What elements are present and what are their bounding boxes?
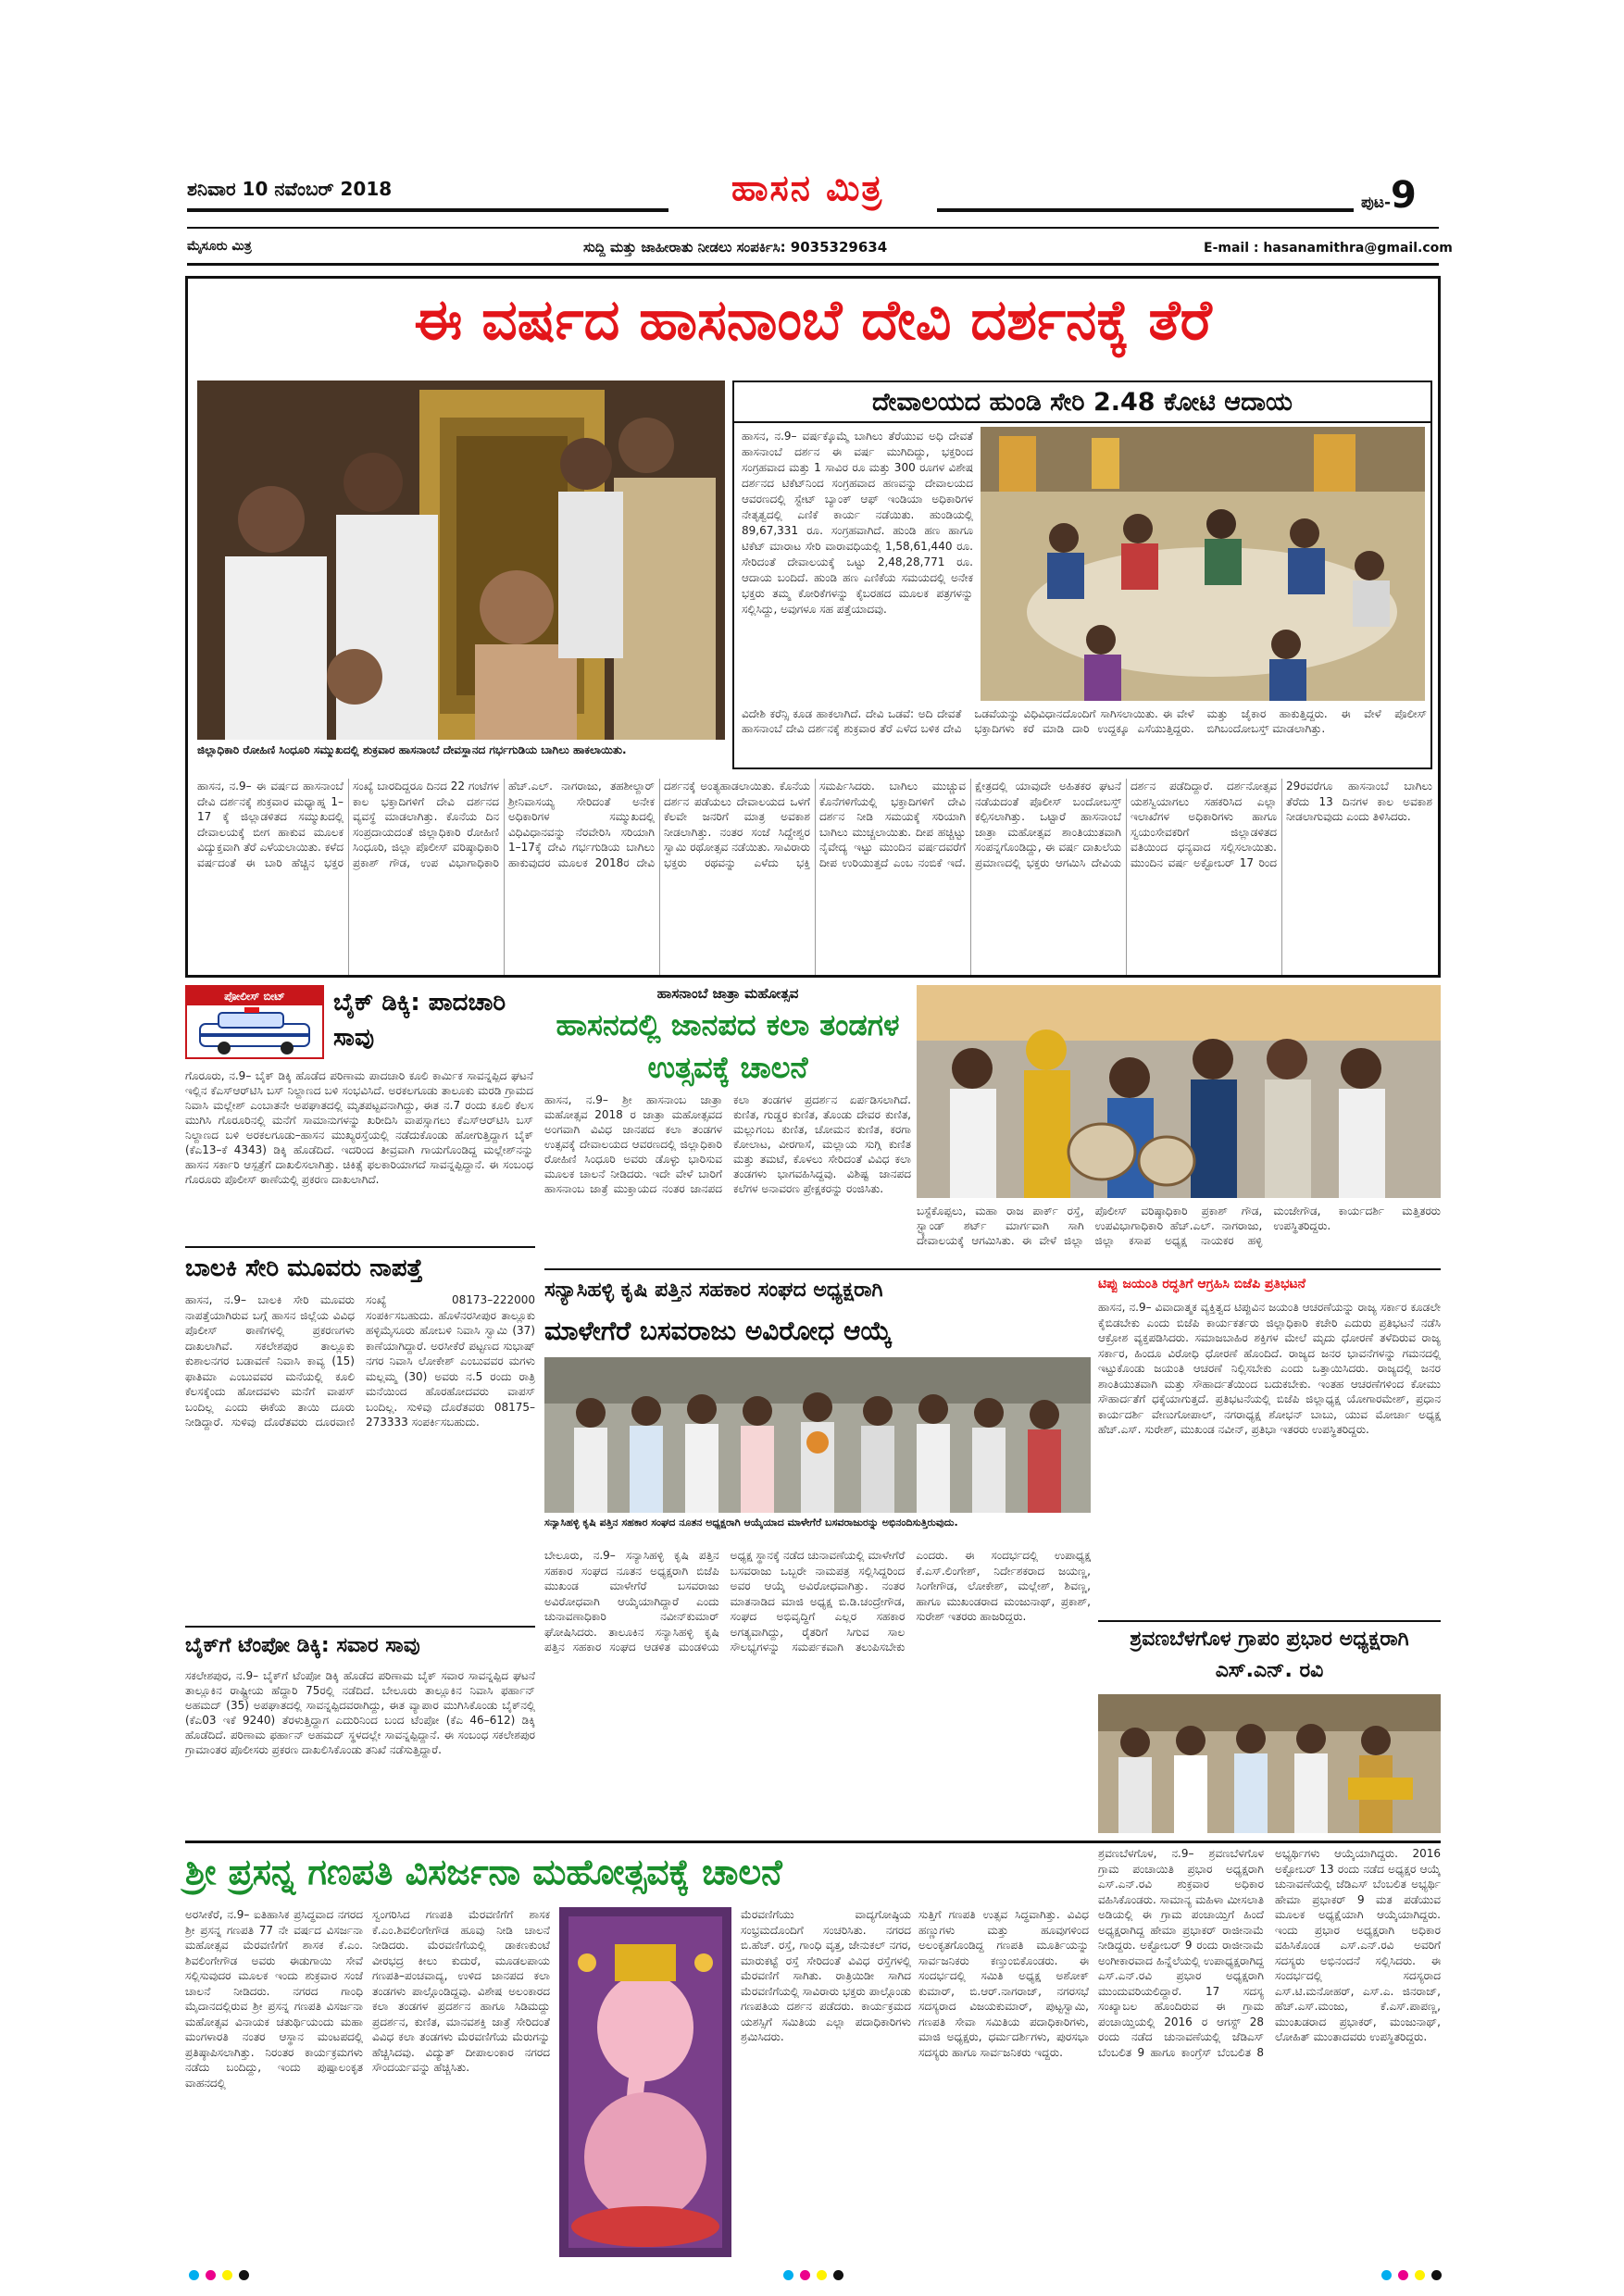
lead-story-box [185,276,1441,978]
janapada-body-2: ಬಸ್ಟೆಕೊಪ್ಪಲು, ಮಹಾ ರಾಜ ಪಾರ್ಕ್ ರಸ್ತೆ, ಸ್ಟ್ಯಾಂಡ್ ಶರ್ಟ್ ಮಾರ್ಗವಾಗಿ ಸಾಗಿ ದೇವಾಲಯಕ್ಕೆ ಆಗಮಿಸಿತು. ಈ ವೇಳೆ ಜಿಲ್ಲಾ ಪೊಲೀಸ್ ವರಿಷ್ಠಾಧಿಕಾರಿ ಪ್ರಕಾಶ್ ಗೌಡ, ಉಪವಿಭಾಗಾಧಿಕಾರಿ ಹೆಚ್.ಎಲ್. ನಾಗರಾಜು, ಜಿಲ್ಲಾ ಕಸಾಪ ಅಧ್ಯಕ್ಷ ನಾಯಕರ ಹಳ್ಳಿ ಮಂಜೇಗೌಡ, ಕಾರ್ಯದರ್ಶಿ ಮತ್ತಿತರರು ಉಪಸ್ಥಿತರಿದ್ದರು. [917,1204,1441,1247]
hundi-counting-illustration [981,427,1425,701]
temple-door-photo [197,381,725,740]
cooperative-caption: ಸನ್ಯಾಸಿಹಳ್ಳಿ ಕೃಷಿ ಪತ್ತಿನ ಸಹಕಾರ ಸಂಘದ ನೂತನ ಅಧ್ಯಕ್ಷರಾಗಿ ಆಯ್ಕೆಯಾದ ಮಾಳೇಗೆರೆ ಬಸವರಾಜುರನ್ನು ಅಭಿನಂದಿಸುತ್ತಿರುವುದು. [544,1516,958,1529]
registration-dot-magenta-right [1398,2270,1408,2280]
registration-dot-black-center [833,2270,843,2280]
registration-dot-black-right [1431,2270,1442,2280]
shravanabelagola-photo [1098,1694,1441,1833]
janapada-illustration [917,985,1441,1198]
email-line: E-mail : hasanamithra@gmail.com [1204,241,1453,256]
shravanabelagola-top-rule [1098,1620,1441,1622]
tempo-top-rule [185,1626,535,1628]
police-car-icon [187,1005,322,1057]
ganapati-photo [559,1907,731,2257]
tempo-headline: ಬೈಕ್‌ಗೆ ಟೆಂಪೋ ಡಿಕ್ಕಿ: ಸವಾರ ಸಾವು [185,1634,420,1657]
cooperative-headline-2: ಮಾಳೇಗೆರೆ ಬಸವರಾಜು ಅವಿರೋಧ ಆಯ್ಕೆ [544,1316,893,1346]
shravanabelagola-section [1098,1624,1441,1833]
cooperative-headline-1: ಸನ್ಯಾಸಿಹಳ್ಳಿ ಕೃಷಿ ಪತ್ತಿನ ಸಹಕಾರ ಸಂಘದ ಅಧ್ಯಕ್ಷರಾಗಿ [544,1279,883,1302]
registration-dot-black-left [239,2270,249,2280]
ganapati-body-3: ಮೆರವಣಿಗೆಯು ವಾದ್ಯಗೋಷ್ಠಿಯ ಸಂಭ್ರಮದೊಂದಿಗೆ ಸಂಚರಿಸಿತು. ನಗರದ ಬಿ.ಹೆಚ್. ರಸ್ತೆ, ಗಾಂಧಿ ವೃತ್ತ, ಜೇನುಕಲ್ ನಗರ, ಮಾರುಕಟ್ಟೆ ರಸ್ತೆ ಸೇರಿದಂತೆ ವಿವಿಧ ರಸ್ತೆಗಳಲ್ಲಿ ಮೆರವಣಿಗೆ ಸಾಗಿತು. ರಾತ್ರಿಯಿಡೀ ಸಾಗಿದ ಮೆರವಣಿಗೆಯಲ್ಲಿ ಸಾವಿರಾರು ಭಕ್ತರು ಪಾಲ್ಗೊಂಡು ಗಣಪತಿಯ ದರ್ಶನ ಪಡೆದರು. ಕಾರ್ಯಕ್ರಮದ ಯಶಸ್ಸಿಗೆ ಸಮಿತಿಯ ಎಲ್ಲಾ ಪದಾಧಿಕಾರಿಗಳು ಶ್ರಮಿಸಿದರು. [741,1908,911,2043]
ganapati-body-2: ಸ್ವಂಗರಿಸಿದ ಗಣಪತಿ ಮೆರವಣಿಗೆಗೆ ಶಾಸಕ ಕೆ.ಎಂ.ಶಿವಲಿಂಗೇಗೌಡ ಹೂವು ನೀಡಿ ಚಾಲನೆ ನೀಡಿದರು. ಮೆರವಣಿಗೆಯಲ್ಲಿ ಡಾಕಣಕುಂಟೆ ವೀರಭದ್ರ ಕೀಲು ಕುದುರೆ, ಮೂಡಲಪಾಯ ಗಣಪತಿ–ಪಂಚವಾದ್ಯ, ಉಳಿದ ಜಾನಪದ ಕಲಾ ತಂಡಗಳು ಪಾಲ್ಗೊಂಡಿದ್ದವು. ವಿಶೇಷ ಅಲಂಕಾರದ ಕಲಾ ತಂಡಗಳ ಪ್ರದರ್ಶನ ಹಾಗೂ ಸಿಡಿಮದ್ದು ಪ್ರದರ್ಶನ, ಕುಣಿತ, ಮಾನವಶಕ್ತಿ ಜಾತ್ರೆ ಸೇರಿದಂತೆ ವಿವಿಧ ಕಲಾ ತಂಡಗಳು ಮೆರವಣಿಗೆಯ ಮೆರುಗನ್ನು ಹೆಚ್ಚಿಸಿದವು. ವಿದ್ಯುತ್ ದೀಪಾಲಂಕಾರ ನಗರದ ಸೌಂದರ್ಯವನ್ನು ಹೆಚ್ಚಿಸಿತು. [372,1908,550,2074]
police-beat-badge-text: ಪೋಲೀಸ್ ಬೀಟ್ [187,987,322,1005]
cooperative-top-rule [544,1268,1441,1270]
ganapati-body-4: ಸುತ್ತಿಗೆ ಗಣಪತಿ ಉತ್ಸವ ಸಿದ್ಧವಾಗಿತ್ತು. ವಿವಿಧ ಹಣ್ಣುಗಳು ಮತ್ತು ಹೂವುಗಳಿಂದ ಅಲಂಕೃತಗೊಂಡಿದ್ದ ಗಣಪತಿ ಮೂರ್ತಿಯನ್ನು ಸಾರ್ವಜನಿಕರು ಕಣ್ತುಂಬಿಕೊಂಡರು. ಈ ಸಂದರ್ಭದಲ್ಲಿ ಸಮಿತಿ ಅಧ್ಯಕ್ಷ ಅಶೋಕ್ ಕುಮಾರ್, ಬಿ.ಆರ್.ನಾಗರಾಜ್, ನಗರಸಭೆ ಸದಸ್ಯರಾದ ವಿಜಯಕುಮಾರ್, ಪುಟ್ಟಸ್ವಾಮಿ, ಗಣಪತಿ ಸೇವಾ ಸಮಿತಿಯ ಪದಾಧಿಕಾರಿಗಳು, ಮಾಜಿ ಅಧ್ಯಕ್ಷರು, ಧರ್ಮದರ್ಶಿಗಳು, ಪುರಸಭಾ ಸದಸ್ಯರು ಹಾಗೂ ಸಾರ್ವಜನಿಕರು ಇದ್ದರು. [918,1908,1089,2059]
cooperative-section [544,1274,1091,1831]
tipu-section [1098,1274,1441,1616]
registration-dot-yellow-right [1415,2270,1425,2280]
police-beat-body: ಗೊರೂರು, ನ.9– ಬೈಕ್ ಡಿಕ್ಕಿ ಹೊಡೆದ ಪರಿಣಾಮ ಪಾದಚಾರಿ ಕೂಲಿ ಕಾರ್ಮಿಕ ಸಾವನ್ನಪ್ಪಿದ ಘಟನೆ ಇಲ್ಲಿನ ಕೆಎಸ್‌ಆರ್‌ಟಿಸಿ ಬಸ್ ನಿಲ್ದಾಣದ ಬಳಿ ಸಂಭವಿಸಿದೆ. ಅರಕಲಗೂಡು ತಾಲೂಕು ಮರಡಿ ಗ್ರಾಮದ ನಿವಾಸಿ ಮಲ್ಲೇಶ್ ಎಂಬಾತನೇ ಅಪಘಾತದಲ್ಲಿ ಮೃತಪಟ್ಟವನಾಗಿದ್ದು, ಈತ ನ.7 ರಂದು ಕೂಲಿ ಕೆಲಸ ಮುಗಿಸಿ ಗೊರೂರಿನಲ್ಲಿ ಮನೆಗೆ ಸಾಮಾನುಗಳನ್ನು ಖರೀದಿಸಿ ವಾಪಸ್ಸಾಗಲು ಕೆಎಸ್‌ಆರ್‌ಟಿಸಿ ಬಸ್ ನಿಲ್ದಾಣದ ಬಳಿ ಅರಕಲಗೂಡು–ಹಾಸನ ಮುಖ್ಯರಸ್ತೆಯಲ್ಲಿ ನಡೆದುಕೊಂಡು ಹೋಗುತ್ತಿದ್ದಾಗ ಬೈಕ್ (ಕೆಎ13–ಕೆ 4343) ಡಿಕ್ಕಿ ಹೊಡೆದಿದೆ. ಇದರಿಂದ ತೀವ್ರವಾಗಿ ಗಾಯಗೊಂಡಿದ್ದ ಮಲ್ಲೇಶ್‌ನನ್ನು ಹಾಸನ ಸರ್ಕಾರಿ ಆಸ್ಪತ್ರೆಗೆ ದಾಖಲಿಸಲಾಗಿತ್ತು. ಚಿಕಿತ್ಸೆ ಫಲಕಾರಿಯಾಗದೆ ಸಾವನ್ನಪ್ಪಿದ್ದಾನೆ. ಈ ಸಂಬಂಧ ಗೊರೂರು ಪೊಲೀಸ್ ಠಾಣೆಯಲ್ಲಿ ಪ್ರಕರಣ ದಾಖಲಾಗಿದೆ. [185,1069,533,1186]
cooperative-photo [544,1357,1091,1513]
issue-date: ಶನಿವಾರ 10 ನವೆಂಬರ್ 2018 [187,178,393,200]
ganapati-body-1: ಅರಸೀಕೆರೆ, ನ.9– ಐತಿಹಾಸಿಕ ಪ್ರಸಿದ್ಧವಾದ ನಗರದ ಶ್ರೀ ಪ್ರಸನ್ನ ಗಣಪತಿ 77 ನೇ ವರ್ಷದ ವಿಸರ್ಜನಾ ಮಹೋತ್ಸವ ಮೆರವಣಿಗೆಗೆ ಶಾಸಕ ಕೆ.ಎಂ. ಶಿವಲಿಂಗೇಗೌಡ ಅವರು ಈಡುಗಾಯಿ ಸೇವೆ ಸಲ್ಲಿಸುವುದರ ಮೂಲಕ ಇಂದು ಶುಕ್ರವಾರ ಸಂಜೆ ಚಾಲನೆ ನೀಡಿದರು. ನಗರದ ಗಾಂಧಿ ಮೈದಾನದಲ್ಲಿರುವ ಶ್ರೀ ಪ್ರಸನ್ನ ಗಣಪತಿ ವಿಸರ್ಜನಾ ಮಹೋತ್ಸವ ವಿನಾಯಕ ಚತುರ್ಥಿಯಂದು ಮಹಾ ಮಂಗಳಾರತಿ ನಂತರ ಆಸ್ಥಾನ ಮಂಟಪದಲ್ಲಿ ಪ್ರತಿಷ್ಠಾಪಿಸಲಾಗಿತ್ತು. ನಿರಂತರ ಕಾರ್ಯಕ್ರಮಗಳು ನಡೆದು ಬಂದಿದ್ದು, ಇಂದು ಪುಷ್ಪಾಲಂಕೃತ ವಾಹನದಲ್ಲಿ [185,1908,363,2090]
shravanabelagola-illustration [1098,1694,1441,1833]
registration-dot-yellow-left [222,2270,232,2280]
police-beat-badge [185,985,324,1059]
cooperative-body: ಬೇಲೂರು, ನ.9– ಸನ್ಯಾಸಿಹಳ್ಳಿ ಕೃಷಿ ಪತ್ತಿನ ಸಹಕಾರ ಸಂಘದ ನೂತನ ಅಧ್ಯಕ್ಷರಾಗಿ ಬಿಜೆಪಿ ಮುಖಂಡ ಮಾಳೇಗೆರೆ ಬಸವರಾಜು ಅವಿರೋಧವಾಗಿ ಆಯ್ಕೆಯಾಗಿದ್ದಾರೆ ಎಂದು ಚುನಾವಣಾಧಿಕಾರಿ ನವೀನ್‌ಕುಮಾರ್ ಘೋಷಿಸಿದರು. ತಾಲೂಕಿನ ಸನ್ಯಾಸಿಹಳ್ಳಿ ಕೃಷಿ ಪತ್ತಿನ ಸಹಕಾರ ಸಂಘದ ಆಡಳಿತ ಮಂಡಳಿಯ ಅಧ್ಯಕ್ಷ ಸ್ಥಾನಕ್ಕೆ ನಡೆದ ಚುನಾವಣೆಯಲ್ಲಿ ಮಾಳೇಗೆರೆ ಬಸವರಾಜು ಒಬ್ಬರೇ ನಾಮಪತ್ರ ಸಲ್ಲಿಸಿದ್ದರಿಂದ ಅವರ ಆಯ್ಕೆ ಅವಿರೋಧವಾಗಿತ್ತು. ನಂತರ ಮಾತನಾಡಿದ ಮಾಜಿ ಅಧ್ಯಕ್ಷ ಬಿ.ಡಿ.ಚಂದ್ರೇಗೌಡ, ಸಂಘದ ಅಭಿವೃದ್ಧಿಗೆ ಎಲ್ಲರ ಸಹಕಾರ ಅಗತ್ಯವಾಗಿದ್ದು, ರೈತರಿಗೆ ಸಿಗುವ ಸಾಲ ಸೌಲಭ್ಯಗಳನ್ನು ಸಮರ್ಪಕವಾಗಿ ತಲುಪಿಸಬೇಕು ಎಂದರು. ಈ ಸಂದರ್ಭದಲ್ಲಿ ಉಪಾಧ್ಯಕ್ಷ ಕೆ.ಎಸ್.ಲಿಂಗೇಶ್, ನಿರ್ದೇಶಕರಾದ ಜಯಣ್ಣ, ಸಿಂಗೇಗೌಡ, ಲೋಕೇಶ್, ಮಲ್ಲೇಶ್, ಶಿವಣ್ಣ, ಹಾಗೂ ಮುಖಂಡರಾದ ಮಂಜುನಾಥ್, ಪ್ರಕಾಶ್, ಸುರೇಶ್ ಇತರರು ಹಾಜರಿದ್ದರು. [544,1549,1091,1653]
missing-headline: ಬಾಲಕಿ ಸೇರಿ ಮೂವರು ನಾಪತ್ತೆ [185,1254,423,1282]
lead-body: ಹಾಸನ, ನ.9– ಈ ವರ್ಷದ ಹಾಸನಾಂಬೆ ದೇವಿ ದರ್ಶನಕ್ಕೆ ಶುಕ್ರವಾರ ಮಧ್ಯಾಹ್ನ 1–17 ಕ್ಕೆ ಜಿಲ್ಲಾಡಳಿತದ ಸಮ್ಮುಖದಲ್ಲಿ ದೇವಾಲಯಕ್ಕೆ ಬೀಗ ಹಾಕುವ ಮೂಲಕ ವಿದ್ಯುಕ್ತವಾಗಿ ತೆರೆ ಎಳೆಯಲಾಯಿತು. ಕಳೆದ ವರ್ಷದಂತೆ ಈ ಬಾರಿ ಹೆಚ್ಚಿನ ಭಕ್ತರ ಸಂಖ್ಯೆ ಬಾರದಿದ್ದರೂ ದಿನದ 22 ಗಂಟೆಗಳ ಕಾಲ ಭಕ್ತಾದಿಗಳಿಗೆ ದೇವಿ ದರ್ಶನದ ವ್ಯವಸ್ಥೆ ಮಾಡಲಾಗಿತ್ತು. ಕೊನೆಯ ದಿನ ಸಂಪ್ರದಾಯದಂತೆ ಜಿಲ್ಲಾಧಿಕಾರಿ ರೋಹಿಣಿ ಸಿಂಧೂರಿ, ಜಿಲ್ಲಾ ಪೊಲೀಸ್ ವರಿಷ್ಠಾಧಿಕಾರಿ ಪ್ರಕಾಶ್ ಗೌಡ, ಉಪ ವಿಭಾಗಾಧಿಕಾರಿ ಹೆಚ್.ಎಲ್. ನಾಗರಾಜು, ತಹಶೀಲ್ದಾರ್ ಶ್ರೀನಿವಾಸಯ್ಯ ಸೇರಿದಂತೆ ಅನೇಕ ಅಧಿಕಾರಿಗಳ ಸಮ್ಮುಖದಲ್ಲಿ ವಿಧಿವಿಧಾನವನ್ನು ನೆರವೇರಿಸಿ ಸರಿಯಾಗಿ 1–17ಕ್ಕೆ ದೇವಿ ಗರ್ಭಗುಡಿಯ ಬಾಗಿಲು ಹಾಕುವುದರ ಮೂಲಕ 2018ರ ದೇವಿ ದರ್ಶನಕ್ಕೆ ಅಂತ್ಯಹಾಡಲಾಯಿತು. ಕೊನೆಯ ದರ್ಶನ ಪಡೆಯಲು ದೇವಾಲಯದ ಒಳಗೆ ಕೆಲವೇ ಜನರಿಗೆ ಮಾತ್ರ ಅವಕಾಶ ನೀಡಲಾಗಿತ್ತು. ನಂತರ ಸಂಜೆ ಸಿದ್ದೇಶ್ವರ ಸ್ವಾಮಿ ರಥೋತ್ಸವ ನಡೆಯಿತು. ಸಾವಿರಾರು ಭಕ್ತರು ರಥವನ್ನು ಎಳೆದು ಭಕ್ತಿ ಸಮರ್ಪಿಸಿದರು. ಬಾಗಿಲು ಮುಚ್ಚುವ ಕೊನೆಗಳಿಗೆಯಲ್ಲಿ ಭಕ್ತಾದಿಗಳಿಗೆ ದೇವಿ ದರ್ಶನ ನೀಡಿ ಸಮಯಕ್ಕೆ ಸರಿಯಾಗಿ ಬಾಗಿಲು ಮುಚ್ಚಲಾಯಿತು. ದೀಪ ಹಚ್ಚಿಟ್ಟು ನೈವೇದ್ಯ ಇಟ್ಟು ಮುಂದಿನ ವರ್ಷದವರೆಗೆ ದೀಪ ಉರಿಯುತ್ತದೆ ಎಂಬ ನಂಬಿಕೆ ಇದೆ. ಕ್ಷೇತ್ರದಲ್ಲಿ ಯಾವುದೇ ಅಹಿತಕರ ಘಟನೆ ನಡೆಯದಂತೆ ಪೊಲೀಸ್ ಬಂದೋಬಸ್ತ್ ಕಲ್ಪಿಸಲಾಗಿತ್ತು. ಒಟ್ಟಾರೆ ಹಾಸನಾಂಬೆ ಜಾತ್ರಾ ಮಹೋತ್ಸವ ಶಾಂತಿಯುತವಾಗಿ ಸಂಪನ್ನಗೊಂಡಿದ್ದು, ಈ ವರ್ಷ ದಾಖಲೆಯ ಪ್ರಮಾಣದಲ್ಲಿ ಭಕ್ತರು ಆಗಮಿಸಿ ದೇವಿಯ ದರ್ಶನ ಪಡೆದಿದ್ದಾರೆ. ದರ್ಶನೋತ್ಸವ ಯಶಸ್ವಿಯಾಗಲು ಸಹಕರಿಸಿದ ಎಲ್ಲಾ ಇಲಾಖೆಗಳ ಅಧಿಕಾರಿಗಳು ಹಾಗೂ ಸ್ವಯಂಸೇವಕರಿಗೆ ಜಿಲ್ಲಾಡಳಿತದ ವತಿಯಿಂದ ಧನ್ಯವಾದ ಸಲ್ಲಿಸಲಾಯಿತು. ಮುಂದಿನ ವರ್ಷ ಅಕ್ಟೋಬರ್ 17 ರಿಂದ 29ರವರೆಗೂ ಹಾಸನಾಂಬೆ ಬಾಗಿಲು ತೆರೆದು 13 ದಿನಗಳ ಕಾಲ ಅವಕಾಶ ನೀಡಲಾಗುವುದು ಎಂದು ತಿಳಿಸಿದರು. [197,780,1432,869]
info-strip-bottom-rule [187,263,1439,266]
missing-section [185,1250,535,1625]
tempo-section [185,1629,535,1838]
tipu-body: ಹಾಸನ, ನ.9– ವಿವಾದಾತ್ಮಕ ವ್ಯಕ್ತಿತ್ವದ ಟಿಪ್ಪುವಿನ ಜಯಂತಿ ಆಚರಣೆಯನ್ನು ರಾಜ್ಯ ಸರ್ಕಾರ ಕೂಡಲೇ ಕೈಬಿಡಬೇಕು ಎಂದು ಬಿಜೆಪಿ ಕಾರ್ಯಕರ್ತರು ಜಿಲ್ಲಾಧಿಕಾರಿ ಕಚೇರಿ ಎದುರು ಪ್ರತಿಭಟನೆ ನಡೆಸಿ ಆಕ್ರೋಶ ವ್ಯಕ್ತಪಡಿಸಿದರು. ಸಮಾಜಬಾಹಿರ ಶಕ್ತಿಗಳ ಮೇಲೆ ಮೃದು ಧೋರಣೆ ತಳೆದಿರುವ ರಾಜ್ಯ ಸರ್ಕಾರ, ಹಿಂದೂ ವಿರೋಧಿ ಧೋರಣೆ ಹೊಂದಿದೆ. ರಾಜ್ಯದ ಜನರ ಭಾವನೆಗಳನ್ನು ಗಮನದಲ್ಲಿ ಇಟ್ಟುಕೊಂಡು ಜಯಂತಿ ಆಚರಣೆ ನಿಲ್ಲಿಸಬೇಕು ಎಂದು ಒತ್ತಾಯಿಸಿದರು. ರಾಜ್ಯದಲ್ಲಿ ಜನರ ಶಾಂತಿಯುತವಾಗಿ ಮತ್ತು ಸೌಹಾರ್ದತೆಯಿಂದ ಬದುಕಬೇಕು. ಇಂತಹ ಆಚರಣೆಗಳಿಂದ ಕೋಮು ಸೌಹಾರ್ದತೆಗೆ ಧಕ್ಕೆಯಾಗುತ್ತದೆ. ಪ್ರತಿಭಟನೆಯಲ್ಲಿ ಬಿಜೆಪಿ ಜಿಲ್ಲಾಧ್ಯಕ್ಷ ಯೋಗಾರಮೇಶ್, ಪ್ರಧಾನ ಕಾರ್ಯದರ್ಶಿ ವೇಣುಗೋಪಾಲ್, ನಗರಾಧ್ಯಕ್ಷ ಶೋಭನ್ ಬಾಬು, ಯುವ ಮೋರ್ಚಾ ಅಧ್ಯಕ್ಷ ಹೆಚ್.ಎಸ್. ಸುರೇಶ್, ಮುಖಂಡ ನವೀನ್, ಪ್ರತಿಭಾ ಇತರರು ಉಪಸ್ಥಿತರಿದ್ದರು. [1098,1301,1441,1436]
ganapati-idol-illustration [559,1907,731,2257]
ganapati-section [185,1846,1441,2263]
shravanabelagola-body: ಶ್ರವಣಬೆಳಗೊಳ, ನ.9– ಶ್ರವಣಬೆಳಗೊಳ ಗ್ರಾಮ ಪಂಚಾಯಿತಿ ಪ್ರಭಾರ ಅಧ್ಯಕ್ಷರಾಗಿ ಎಸ್.ಎನ್.ರವಿ ಶುಕ್ರವಾರ ಅಧಿಕಾರ ವಹಿಸಿಕೊಂಡರು. ಸಾಮಾನ್ಯ ಮಹಿಳಾ ಮೀಸಲಾತಿ ಅಡಿಯಲ್ಲಿ ಈ ಗ್ರಾಮ ಪಂಚಾಯ್ತಿಗೆ ಹಿಂದೆ ಅಧ್ಯಕ್ಷರಾಗಿದ್ದ ಹೇಮಾ ಪ್ರಭಾಕರ್ ರಾಜೀನಾಮೆ ನೀಡಿದ್ದರು. ಅಕ್ಟೋಬರ್ 9 ರಂದು ರಾಜೀನಾಮೆ ಅಂಗೀಕಾರವಾದ ಹಿನ್ನೆಲೆಯಲ್ಲಿ ಉಪಾಧ್ಯಕ್ಷರಾಗಿದ್ದ ಎಸ್.ಎನ್.ರವಿ ಪ್ರಭಾರ ಅಧ್ಯಕ್ಷರಾಗಿ ಮುಂದುವರಿಯಲಿದ್ದಾರೆ. 17 ಸದಸ್ಯ ಸಂಖ್ಯಾಬಲ ಹೊಂದಿರುವ ಈ ಗ್ರಾಮ ಪಂಚಾಯ್ತಿಯಲ್ಲಿ 2016 ರ ಆಗಸ್ಟ್ 28 ರಂದು ನಡೆದ ಚುನಾವಣೆಯಲ್ಲಿ ಜೆಡಿಎಸ್ ಬೆಂಬಲಿತ 9 ಹಾಗೂ ಕಾಂಗ್ರೆಸ್ ಬೆಂಬಲಿತ 8 ಅಭ್ಯರ್ಥಿಗಳು ಆಯ್ಕೆಯಾಗಿದ್ದರು. 2016 ಅಕ್ಟೋಬರ್ 13 ರಂದು ನಡೆದ ಅಧ್ಯಕ್ಷರ ಆಯ್ಕೆ ಚುನಾವಣೆಯಲ್ಲಿ ಜೆಡಿಎಸ್ ಬೆಂಬಲಿತ ಅಭ್ಯರ್ಥಿ ಹೇಮಾ ಪ್ರಭಾಕರ್ 9 ಮತ ಪಡೆಯುವ ಮೂಲಕ ಅಧ್ಯಕ್ಷೆಯಾಗಿ ಆಯ್ಕೆಯಾಗಿದ್ದರು. ಇಂದು ಪ್ರಭಾರ ಅಧ್ಯಕ್ಷರಾಗಿ ಅಧಿಕಾರ ವಹಿಸಿಕೊಂಡ ಎಸ್.ಎನ್.ರವಿ ಅವರಿಗೆ ಸದಸ್ಯರು ಅಭಿನಂದನೆ ಸಲ್ಲಿಸಿದರು. ಈ ಸಂದರ್ಭದಲ್ಲಿ ಸದಸ್ಯರಾದ ಎಸ್.ಟಿ.ಮನೋಹರ್, ಎಸ್.ಎ. ಜಿನರಾಜ್, ಹೆಚ್.ಎಸ್.ಮಂಜು, ಕೆ.ಎಸ್.ಪಾಪಣ್ಣ, ಮುಂಖಡರಾದ ಪ್ರಭಾಕರ್, ಮಂಜುನಾಥ್, ಲೋಹಿತ್ ಮುಂತಾದವರು ಉಪಸ್ಥಿತರಿದ್ದರು. [1098,1847,1441,2059]
missing-top-rule [185,1246,535,1248]
hundi-headline-rule [734,421,1430,423]
temple-door-caption: ಜಿಲ್ಲಾಧಿಕಾರಿ ರೋಹಿಣಿ ಸಿಂಧೂರಿ ಸಮ್ಮುಖದಲ್ಲಿ ಶುಕ್ರವಾರ ಹಾಸನಾಂಬೆ ದೇವಸ್ಥಾನದ ಗರ್ಭಗುಡಿಯ ಬಾಗಿಲು ಹಾಕಲಾಯಿತು. [197,743,627,756]
temple-door-illustration [197,381,725,740]
hundi-body: ಹಾಸನ, ನ.9– ವರ್ಷಕ್ಕೊಮ್ಮೆ ಬಾಗಿಲು ತೆರೆಯುವ ಅಧಿ ದೇವತೆ ಹಾಸನಾಂಬೆ ದರ್ಶನ ಈ ವರ್ಷ ಮುಗಿದಿದ್ದು, ಭಕ್ತರಿಂದ ಸಂಗ್ರಹವಾದ ಮತ್ತು 1 ಸಾವಿರ ರೂ ಮತ್ತು 300 ರೂಗಳ ವಿಶೇಷ ದರ್ಶನದ ಟಿಕೆಟ್‌ನಿಂದ ಸಂಗ್ರಹವಾದ ಹಣವನ್ನು ದೇವಾಲಯದ ಆವರಣದಲ್ಲಿ ಸ್ಟೇಟ್ ಬ್ಯಾಂಕ್ ಆಫ್ ಇಂಡಿಯಾ ಅಧಿಕಾರಿಗಳ ನೇತೃತ್ವದಲ್ಲಿ ಎಣಿಕೆ ಕಾರ್ಯ ನಡೆಯಿತು. ಹುಂಡಿಯಲ್ಲಿ 89,67,331 ರೂ. ಸಂಗ್ರಹವಾಗಿದೆ. ಹುಂಡಿ ಹಣ ಹಾಗೂ ಟಿಕೆಟ್ ಮಾರಾಟ ಸೇರಿ ವಾರಾವಧಿಯಲ್ಲಿ 1,58,61,440 ರೂ. ಸೇರಿದಂತೆ ದೇವಾಲಯಕ್ಕೆ ಒಟ್ಟು 2,48,28,771 ರೂ. ಆದಾಯ ಬಂದಿದೆ. ಹುಂಡಿ ಹಣ ಎಣಿಕೆಯ ಸಮಯದಲ್ಲಿ ಅನೇಕ ಭಕ್ತರು ತಮ್ಮ ಕೋರಿಕೆಗಳನ್ನು ಕೈಬರಹದ ಮೂಲಕ ಪತ್ರಗಳನ್ನು ಸಲ್ಲಿಸಿದ್ದು, ಅವುಗಳೂ ಸಹ ಪತ್ತೆಯಾದವು. [742,430,973,616]
registration-dot-magenta-center [800,2270,810,2280]
masthead-right-rule [937,208,1354,212]
tempo-body: ಸಕಲೇಶಪುರ, ನ.9– ಬೈಕ್‌ಗೆ ಟೆಂಪೋ ಡಿಕ್ಕಿ ಹೊಡೆದ ಪರಿಣಾಮ ಬೈಕ್ ಸವಾರ ಸಾವನ್ನಪ್ಪಿದ ಘಟನೆ ತಾಲ್ಲೂಕಿನ ರಾಷ್ಟ್ರೀಯ ಹೆದ್ದಾರಿ 75ರಲ್ಲಿ ನಡೆದಿದೆ. ಬೇಲೂರು ತಾಲ್ಲೂಕಿನ ನಿವಾಸಿ ಫರ್ಹಾನ್ ಅಹಮದ್ (35) ಅಪಘಾತದಲ್ಲಿ ಸಾವನ್ನಪ್ಪಿದವರಾಗಿದ್ದು, ಈತ ವ್ಯಾಪಾರ ಮುಗಿಸಿಕೊಂಡು ಬೈಕ್‌ನಲ್ಲಿ (ಕೆಎ03 ಇಕೆ 9240) ತೆರಳುತ್ತಿದ್ದಾಗ ಎದುರಿನಿಂದ ಬಂದ ಟೆಂಪೋ (ಕೆಎ 46–612) ಡಿಕ್ಕಿ ಹೊಡೆದಿದೆ. ಪರಿಣಾಮ ಫರ್ಹಾನ್ ಅಹಮದ್ ಸ್ಥಳದಲ್ಲೇ ಸಾವನ್ನಪ್ಪಿದ್ದಾನೆ. ಈ ಸಂಬಂಧ ಸಕಲೇಶಪುರ ಗ್ರಾಮಾಂತರ ಪೊಲೀಸರು ಪ್ರಕರಣ ದಾಖಲಿಸಿಕೊಂಡು ತನಿಖೆ ನಡೆಸುತ್ತಿದ್ದಾರೆ. [185,1669,535,1756]
registration-dot-cyan-left [189,2270,199,2280]
cooperative-illustration [544,1357,1091,1513]
janapada-photo [917,985,1441,1198]
janapada-headline: ಹಾಸನದಲ್ಲಿ ಜಾನಪದ ಕಲಾ ತಂಡಗಳ ಉತ್ಸವಕ್ಕೆ ಚಾಲನೆ [556,1007,900,1085]
hundi-headline: ದೇವಾಲಯದ ಹುಂಡಿ ಸೇರಿ 2.48 ಕೋಟಿ ಆದಾಯ [734,386,1430,419]
registration-dot-cyan-center [783,2270,793,2280]
janapada-body: ಹಾಸನ, ನ.9– ಶ್ರೀ ಹಾಸನಾಂಬ ಜಾತ್ರಾ ಮಹೋತ್ಸವ 2018 ರ ಜಾತ್ರಾ ಮಹೋತ್ಸವದ ಅಂಗವಾಗಿ ವಿವಿಧ ಜಾನಪದ ಕಲಾ ತಂಡಗಳ ಉತ್ಸವಕ್ಕೆ ದೇವಾಲಯದ ಆವರಣದಲ್ಲಿ ಜಿಲ್ಲಾಧಿಕಾರಿ ರೋಹಿಣಿ ಸಿಂಧೂರಿ ಅವರು ಡೊಳ್ಳು ಭಾರಿಸುವ ಮೂಲಕ ಚಾಲನೆ ನೀಡಿದರು. ಇದೇ ವೇಳೆ ಬಾರಿಗೆ ಹಾಸನಾಂಬ ಜಾತ್ರೆ ಮುಕ್ತಾಯದ ನಂತರ ಜಾನಪದ ಕಲಾ ತಂಡಗಳ ಪ್ರದರ್ಶನ ಏರ್ಪಡಿಸಲಾಗಿದೆ. ಕುಣಿತ, ಗುಡ್ಡರ ಕುಣಿತ, ತೊಂಡು ದೇವರ ಕುಣಿತ, ಮಲ್ಲುಗಂಬ ಕುಣಿತ, ಚೋಮನ ಕುಣಿತ, ಕರಗಾ ಕೋಲಾಟ, ವೀರಗಾಸೆ, ಮಲ್ಲಾಯ ಸುಗ್ಗಿ ಕುಣಿತ ಮತ್ತು ತಮಟೆ, ಕೊಳಲು ಸೇರಿದಂತೆ ವಿವಿಧ ಕಲಾ ತಂಡಗಳು ಭಾಗವಹಿಸಿದ್ದವು. ವಿಶಿಷ್ಟ ಜಾನಪದ ಕಲೆಗಳ ಅನಾವರಣ ಪ್ರೇಕ್ಷಕರನ್ನು ರಂಜಿಸಿತು. [544,1093,911,1195]
janapada-kicker: ಹಾಸನಾಂಬೆ ಜಾತ್ರಾ ಮಹೋತ್ಸವ [656,985,799,1002]
info-strip-top-rule [187,227,1439,229]
newspaper-title: ಹಾಸನ ಮಿತ್ರ [731,168,884,208]
registration-dot-cyan-right [1381,2270,1392,2280]
masthead-left-rule [187,208,668,212]
missing-body: ಹಾಸನ, ನ.9– ಬಾಲಕಿ ಸೇರಿ ಮೂವರು ನಾಪತ್ತೆಯಾಗಿರುವ ಬಗ್ಗೆ ಹಾಸನ ಜಿಲ್ಲೆಯ ವಿವಿಧ ಪೊಲೀಸ್ ಠಾಣೆಗಳಲ್ಲಿ ಪ್ರಕರಣಗಳು ದಾಖಲಾಗಿವೆ. ಸಕಲೇಶಪುರ ತಾಲ್ಲೂಕು ಕುಶಾಲನಗರ ಬಡಾವಣೆ ನಿವಾಸಿ ಕಾವ್ಯ (15) ಫಾತಿಮಾ ಎಂಬುವವರ ಮನೆಯಲ್ಲಿ ಕೂಲಿ ಕೆಲಸಕ್ಕೆಂದು ಹೋದವಳು ಮನೆಗೆ ವಾಪಸ್ ಬಂದಿಲ್ಲ ಎಂದು ಈಕೆಯ ತಾಯಿ ದೂರು ನೀಡಿದ್ದಾರೆ. ಸುಳಿವು ದೊರೆತವರು ದೂರವಾಣಿ ಸಂಖ್ಯೆ 08173–222000 ಸಂಪರ್ಕಿಸಬಹುದು. ಹೊಳೆನರಸೀಪುರ ತಾಲ್ಲೂಕು ಹಳ್ಳಿಮೈಸೂರು ಹೋಬಳಿ ನಿವಾಸಿ ಸ್ವಾಮಿ (37) ಕಾಣೆಯಾಗಿದ್ದಾರೆ. ಅರಸೀಕೆರೆ ಪಟ್ಟಣದ ಸುಭಾಷ್ ನಗರ ನಿವಾಸಿ ಲೋಕೇಶ್ ಎಂಬುವವರ ಮಗಳು ಮಲ್ಲಮ್ಮ (30) ಅವರು ನ.5 ರಂದು ರಾತ್ರಿ ಮನೆಯಿಂದ ಹೊರಹೋದವರು ವಾಪಸ್ ಬಂದಿಲ್ಲ. ಸುಳಿವು ದೊರೆತವರು 08175–273333 ಸಂಪರ್ಕಿಸಬಹುದು. [185,1293,535,1429]
registration-dot-yellow-center [817,2270,827,2280]
ganapati-top-rule [185,1841,1441,1843]
shravanabelagola-headline: ಶ್ರವಣಬೆಳಗೊಳ ಗ್ರಾಪಂ ಪ್ರಭಾರ ಅಧ್ಯಕ್ಷರಾಗಿ ಎಸ್.ಎನ್. ರವಿ [1130,1628,1409,1682]
masthead [0,0,1624,268]
tipu-headline: ಟಿಪ್ಪು ಜಯಂತಿ ರದ್ಧತಿಗೆ ಆಗ್ರಹಿಸಿ ಬಿಜೆಪಿ ಪ್ರತಿಭಟನೆ [1098,1277,1306,1292]
janapada-section [544,985,1441,1263]
page-number-value: 9 [1391,174,1417,217]
registration-dot-magenta-left [206,2270,216,2280]
hundi-body-continued: ವಿದೇಶಿ ಕರೆನ್ಸಿ ಕೂಡ ಹಾಕಲಾಗಿದೆ. ದೇವಿ ಒಡವೆ: ಅದಿ ದೇವತೆ ಹಾಸನಾಂಬೆ ದೇವಿ ದರ್ಶನಕ್ಕೆ ಶುಕ್ರವಾರ ತೆರೆ ಎಳೆದ ಬಳಿಕ ದೇವಿ ಒಡವೆಯನ್ನು ವಿಧಿವಿಧಾನದೊಂದಿಗೆ ಸಾಗಿಸಲಾಯಿತು. ಈ ವೇಳೆ ಭಕ್ತಾದಿಗಳು ಕರೆ ಮಾಡಿ ದಾರಿ ಉದ್ದಕ್ಕೂ ಎಸೆಯುತ್ತಿದ್ದರು. ಮತ್ತು ಜೈಕಾರ ಹಾಕುತ್ತಿದ್ದರು. ಈ ವೇಳೆ ಪೊಲೀಸ್ ಬಿಗಿಬಂದೋಬಸ್ತ್ ಮಾಡಲಾಗಿತ್ತು. [742,707,1427,735]
lead-headline: ಈ ವರ್ಷದ ಹಾಸನಾಂಬೆ ದೇವಿ ದರ್ಶನಕ್ಕೆ ತೆರೆ [414,288,1212,353]
hundi-counting-photo [981,427,1425,701]
page-number [1361,174,1417,217]
contact-line: ಸುದ್ದಿ ಮತ್ತು ಜಾಹೀರಾತು ನೀಡಲು ಸಂಪರ್ಕಿಸಿ: 9035329634 [583,239,888,256]
left-tag: ಮೈಸೂರು ಮಿತ್ರ [187,239,252,254]
police-beat-headline: ಬೈಕ್ ಡಿಕ್ಕಿ: ಪಾದಚಾರಿ ಸಾವು [333,989,506,1052]
ganapati-headline: ಶ್ರೀ ಪ್ರಸನ್ನ ಗಣಪತಿ ವಿಸರ್ಜನಾ ಮಹೋತ್ಸವಕ್ಕೆ ಚಾಲನೆ [185,1852,782,1892]
police-beat-section [185,985,535,1244]
hundi-sub-story [732,381,1432,769]
page-label: ಪುಟ- [1361,193,1391,212]
